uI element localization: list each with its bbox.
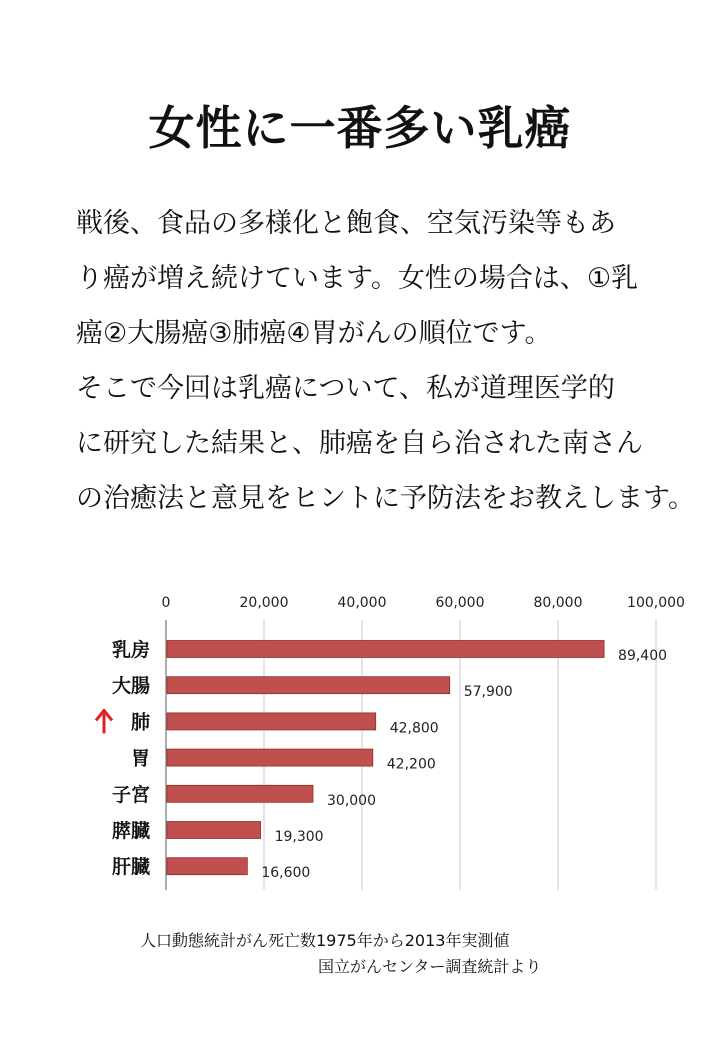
x-tick-label: 20,000 (239, 595, 289, 611)
bar (167, 749, 373, 766)
data-label: 16,600 (261, 865, 311, 882)
data-label: 57,900 (463, 684, 513, 701)
data-label: 42,200 (386, 756, 436, 773)
body-line: の治癒法と意見をヒントに予防法をお教えします。 (76, 483, 695, 514)
bar (167, 713, 376, 730)
data-label: 19,300 (274, 829, 324, 845)
bar (167, 822, 261, 839)
x-tick-label: 100,000 (627, 595, 685, 611)
body-line: 戦後、食品の多様化と飽食、空気汚染等もあ (76, 208, 616, 239)
data-label: 30,000 (327, 792, 376, 809)
body-line: り癌が増え続けています。女性の場合は、①乳 (76, 263, 639, 294)
x-tick-label: 60,000 (435, 595, 485, 611)
category-label: 肺 (130, 711, 150, 734)
data-label: 89,400 (618, 648, 668, 664)
bar (167, 641, 604, 658)
source-line-2: 国立がんセンター調査統計より (318, 957, 542, 976)
data-label: 42,800 (389, 720, 439, 737)
body-line: そこで今回は乳癌について、私が道理医学的 (76, 373, 615, 404)
category-label: 膵臓 (111, 820, 150, 842)
page-title: 女性に一番多い乳癌 (148, 101, 572, 155)
body-line: 癌②大腸癌③肺癌④胃がんの順位です。 (76, 318, 552, 349)
body-text (76, 196, 706, 526)
bar-chart (0, 580, 720, 910)
x-tick-label: 0 (161, 595, 171, 611)
up-arrow-icon (96, 710, 112, 733)
body-line: に研究した結果と、肺癌を自ら治された南さん (76, 428, 643, 459)
bar (167, 785, 313, 802)
category-label: 乳房 (111, 639, 150, 661)
x-tick-label: 40,000 (337, 595, 387, 611)
category-label: 胃 (130, 747, 150, 770)
x-tick-label: 80,000 (533, 595, 583, 611)
category-label: 子宮 (111, 783, 150, 806)
source-line-1: 人口動態統計がん死亡数1975年から2013年実測値 (140, 931, 510, 950)
bar (167, 677, 450, 694)
category-label: 大腸 (111, 675, 150, 698)
bar (167, 858, 247, 875)
category-label: 肝臓 (111, 856, 150, 879)
